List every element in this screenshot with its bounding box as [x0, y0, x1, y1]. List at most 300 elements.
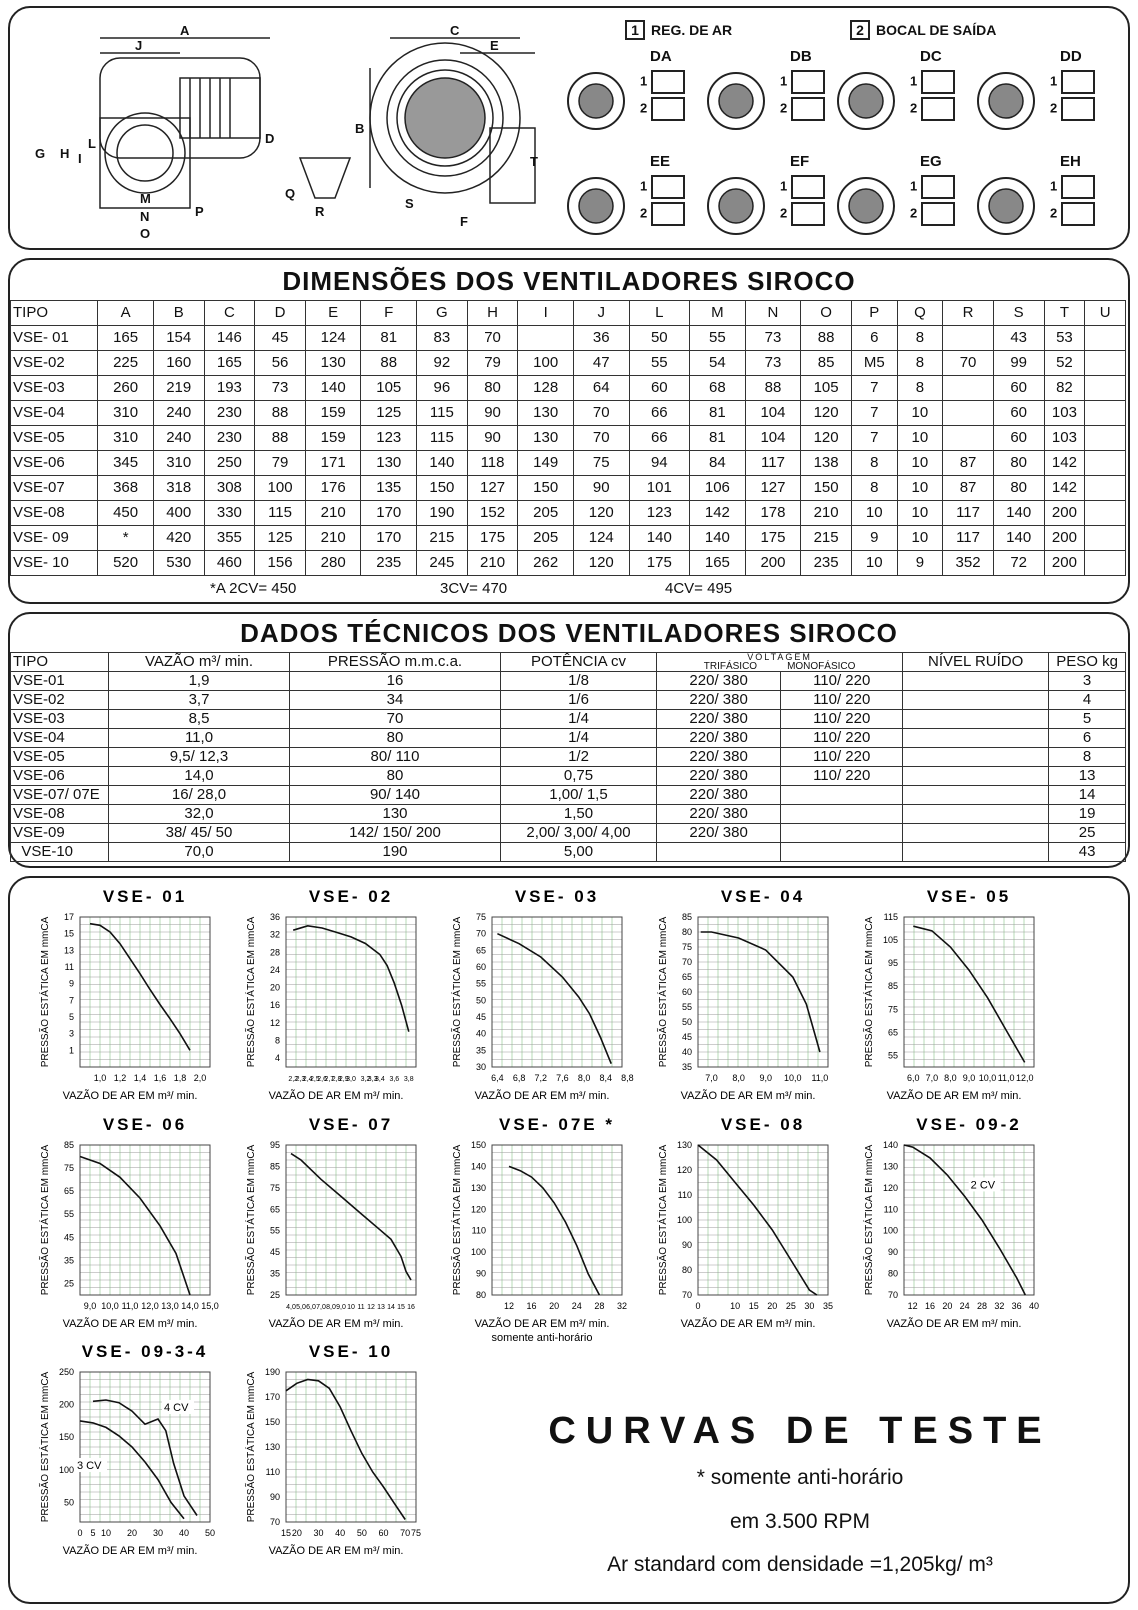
option-box-label: 1 [780, 73, 788, 89]
table-cell: 120 [573, 501, 629, 526]
curves-panel [8, 876, 1130, 1604]
y-axis-label: PRESSÃO ESTÁTICA EM mmCA [246, 916, 257, 1068]
table-cell: 210 [305, 526, 361, 551]
table-row [11, 805, 1126, 824]
option-checkbox-row[interactable] [640, 97, 685, 121]
y-tick-label: 70 [681, 957, 692, 967]
y-tick-label: 105 [882, 935, 898, 946]
col-header: N [745, 301, 801, 326]
x-tick-label: 0 [695, 1301, 701, 1311]
option-checkbox-row[interactable] [1050, 175, 1095, 199]
col-header: POTÊNCIA cv [501, 653, 657, 672]
table-cell: 90 [467, 426, 518, 451]
y-tick-label: 80 [681, 927, 692, 937]
table-cell: 220/ 380 [657, 824, 781, 843]
table-cell: 8 [897, 376, 943, 401]
table-cell: VSE-03 [11, 710, 109, 729]
dim-label: O [140, 226, 151, 241]
trifasico-label: TRIFÁSICO [703, 661, 758, 672]
x-tick-label: 11 [357, 1304, 365, 1311]
table-cell: 165 [98, 326, 154, 351]
table-cell: 110/ 220 [781, 748, 903, 767]
col-header: A [98, 301, 154, 326]
diagram-panel [8, 6, 1130, 250]
table-cell: 110/ 220 [781, 710, 903, 729]
table-cell: 115 [255, 501, 306, 526]
table-cell: 310 [98, 426, 154, 451]
table-cell [943, 376, 994, 401]
table-row [11, 476, 1126, 501]
y-tick-label: 12 [269, 1017, 280, 1028]
col-header: TIPO [11, 301, 98, 326]
fan-orientation-icon [835, 175, 897, 237]
table-cell: 70,0 [109, 843, 290, 862]
option-checkbox-row[interactable] [780, 175, 825, 199]
table-cell: 94 [629, 451, 690, 476]
option-checkbox-row[interactable] [640, 70, 685, 94]
table-cell: 103 [1044, 426, 1085, 451]
table-cell: 175 [629, 551, 690, 576]
y-axis-label: PRESSÃO ESTÁTICA EM mmCA [864, 916, 875, 1068]
table-cell: 170 [361, 501, 417, 526]
option-checkbox-row[interactable] [1050, 70, 1095, 94]
dimensions-table [10, 300, 1126, 576]
performance-chart [226, 882, 436, 1122]
option-checkbox-row[interactable] [910, 202, 955, 226]
option-checkbox[interactable] [651, 202, 685, 226]
x-tick-label: 5 [90, 1528, 96, 1538]
x-tick-label: 2,4 [302, 1076, 313, 1083]
y-tick-label: 16 [269, 1000, 280, 1011]
x-tick-label: 13,0 [161, 1301, 179, 1311]
option-box-label: 1 [640, 73, 648, 89]
x-tick-label: 40 [178, 1528, 190, 1538]
y-tick-label: 36 [269, 912, 280, 922]
option-box-label: 2 [910, 205, 918, 221]
x-tick-label: 12 [503, 1301, 514, 1311]
table-cell: 25 [1049, 824, 1126, 843]
performance-chart [20, 1337, 230, 1577]
y-tick-label: 1 [68, 1045, 74, 1056]
x-tick-label: 30 [313, 1528, 324, 1538]
table-cell: 140 [629, 526, 690, 551]
table-cell: 230 [204, 426, 255, 451]
option-box-label: 1 [640, 178, 648, 194]
chart-title: VSE- 07E * [499, 1115, 615, 1134]
table-cell [903, 767, 1049, 786]
table-cell [903, 691, 1049, 710]
y-tick-label: 110 [471, 1225, 486, 1236]
table-cell: 215 [801, 526, 852, 551]
y-tick-label: 90 [475, 1268, 486, 1279]
table-cell: 10 [897, 451, 943, 476]
y-tick-label: 30 [475, 1062, 486, 1072]
y-tick-label: 100 [470, 1247, 486, 1258]
dim-label: N [140, 209, 150, 224]
y-axis-label: PRESSÃO ESTÁTICA EM mmCA [658, 1144, 669, 1296]
y-tick-label: 65 [63, 1186, 74, 1197]
x-tick-label: 11,0 [997, 1073, 1015, 1083]
option-checkbox-row[interactable] [910, 70, 955, 94]
table-cell: * [98, 526, 154, 551]
table-cell: 88 [801, 326, 852, 351]
dim-label: C [450, 23, 460, 38]
x-tick-label: 8,4 [599, 1073, 613, 1083]
table-cell: VSE- 10 [11, 551, 98, 576]
table-cell [943, 426, 994, 451]
y-tick-label: 55 [475, 978, 486, 989]
table-cell [943, 401, 994, 426]
table-row [11, 351, 1126, 376]
table-cell: 219 [153, 376, 204, 401]
table-cell: 120 [573, 551, 629, 576]
table-cell: 230 [204, 401, 255, 426]
option-checkbox[interactable] [651, 70, 685, 94]
table-cell: VSE-04 [11, 401, 98, 426]
table-cell: 130 [361, 451, 417, 476]
y-tick-label: 200 [58, 1399, 74, 1410]
option-checkbox[interactable] [921, 70, 955, 94]
table-cell: 6 [1049, 729, 1126, 748]
table-cell: 235 [361, 551, 417, 576]
option-checkbox-row[interactable] [640, 202, 685, 226]
chart-title: VSE- 08 [720, 1115, 806, 1134]
table-cell: 8 [851, 451, 897, 476]
table-cell: 83 [417, 326, 468, 351]
y-axis-label: PRESSÃO ESTÁTICA EM mmCA [40, 916, 51, 1068]
table-cell: 117 [943, 501, 994, 526]
y-tick-label: 17 [63, 912, 74, 922]
table-cell: 115 [417, 401, 468, 426]
y-tick-label: 85 [681, 912, 692, 922]
table-cell [781, 786, 903, 805]
table-cell: 54 [690, 351, 746, 376]
table-cell: 96 [417, 376, 468, 401]
table-cell: 193 [204, 376, 255, 401]
option-box-label: 2 [780, 100, 788, 116]
table-cell: 100 [518, 351, 574, 376]
x-axis-label: VAZÃO DE AR EM m³/ min. [62, 1545, 198, 1557]
table-cell: 140 [993, 501, 1044, 526]
y-tick-label: 130 [882, 1161, 898, 1172]
table-cell: 10 [851, 501, 897, 526]
table-cell: 11,0 [109, 729, 290, 748]
x-tick-label: 16 [924, 1301, 936, 1311]
y-tick-label: 40 [475, 1028, 486, 1039]
option-box-label: 2 [780, 205, 788, 221]
table-cell: 1/6 [501, 691, 657, 710]
y-tick-label: 90 [887, 1247, 898, 1258]
x-axis-label: VAZÃO DE AR EM m³/ min. [474, 1318, 610, 1330]
table-cell: 200 [1044, 501, 1085, 526]
table-cell: 159 [305, 426, 361, 451]
table-cell: 99 [993, 351, 1044, 376]
table-cell: 8 [851, 476, 897, 501]
x-tick-label: 11,0 [121, 1301, 139, 1311]
y-tick-label: 100 [882, 1225, 898, 1236]
table-cell: 45 [255, 326, 306, 351]
table-cell: 220/ 380 [657, 805, 781, 824]
y-tick-label: 20 [269, 982, 280, 993]
y-tick-label: 150 [58, 1432, 74, 1443]
table-cell [1085, 526, 1126, 551]
table-cell: 10 [897, 426, 943, 451]
table-cell [903, 805, 1049, 824]
table-cell: 400 [153, 501, 204, 526]
x-tick-label: 1,0 [93, 1073, 107, 1083]
table-cell: 70 [943, 351, 994, 376]
dim-label: T [530, 154, 538, 169]
y-tick-label: 28 [269, 947, 280, 958]
table-cell: 245 [417, 551, 468, 576]
table-cell: 80 [993, 476, 1044, 501]
x-tick-label: 3,6 [389, 1076, 400, 1083]
table-cell: 130 [518, 426, 574, 451]
x-tick-label: 6,4 [491, 1073, 504, 1083]
table-cell: VSE- 09 [11, 526, 98, 551]
table-row [11, 501, 1126, 526]
table-cell: 104 [745, 426, 801, 451]
table-row [11, 691, 1126, 710]
x-tick-label: 32 [994, 1301, 1005, 1311]
y-axis-label: PRESSÃO ESTÁTICA EM mmCA [452, 916, 463, 1068]
table-cell: 80 [467, 376, 518, 401]
table-cell: 72 [993, 551, 1044, 576]
performance-chart [638, 1110, 848, 1350]
option-code: DA [650, 48, 672, 65]
col-header: F [361, 301, 417, 326]
table-cell: 84 [690, 451, 746, 476]
table-cell: 80/ 110 [290, 748, 501, 767]
option-checkbox[interactable] [651, 175, 685, 199]
table-cell: 159 [305, 401, 361, 426]
y-tick-label: 15 [63, 928, 74, 939]
x-tick-label: 25 [785, 1301, 796, 1311]
curves-title: CURVAS DE TESTE [548, 1410, 1052, 1452]
y-tick-label: 120 [882, 1182, 898, 1193]
table-cell: 117 [745, 451, 801, 476]
dim-label: I [78, 151, 82, 166]
table-row [11, 786, 1126, 805]
y-tick-label: 50 [681, 1017, 692, 1027]
option-checkbox[interactable] [1061, 202, 1095, 226]
y-tick-label: 65 [887, 1027, 898, 1038]
x-axis-label: VAZÃO DE AR EM m³/ min. [680, 1318, 816, 1330]
table-cell: 1/8 [501, 672, 657, 691]
x-tick-label: 6,8 [512, 1073, 526, 1083]
x-tick-label: 20 [767, 1301, 778, 1311]
table-cell: 56 [255, 351, 306, 376]
dim-label: S [405, 196, 414, 211]
option-checkbox[interactable] [791, 175, 825, 199]
y-tick-label: 110 [677, 1190, 692, 1200]
table-cell: 142 [1044, 451, 1085, 476]
option-checkbox[interactable] [791, 97, 825, 121]
table-cell: 34 [290, 691, 501, 710]
y-axis-label: PRESSÃO ESTÁTICA EM mmCA [40, 1371, 51, 1523]
table-cell [1085, 551, 1126, 576]
dim-label: E [490, 38, 499, 53]
option-checkbox-row[interactable] [640, 175, 685, 199]
option-checkbox[interactable] [651, 97, 685, 121]
table-cell: 127 [745, 476, 801, 501]
table-cell: 210 [801, 501, 852, 526]
table-cell: 105 [361, 376, 417, 401]
table-cell: 70 [573, 401, 629, 426]
table-cell: 16/ 28,0 [109, 786, 290, 805]
x-tick-label: 12,0 [141, 1301, 159, 1311]
table-cell: 220/ 380 [657, 748, 781, 767]
y-tick-label: 35 [681, 1062, 692, 1072]
table-cell [1085, 426, 1126, 451]
option-checkbox[interactable] [1061, 97, 1095, 121]
table-cell: 130 [290, 805, 501, 824]
option-box-label: 2 [1050, 205, 1058, 221]
dim-label: H [60, 146, 70, 161]
table-cell: 205 [518, 526, 574, 551]
option-checkbox[interactable] [921, 175, 955, 199]
table-cell: VSE-02 [11, 691, 109, 710]
y-tick-label: 65 [269, 1204, 280, 1215]
option-checkbox[interactable] [921, 97, 955, 121]
table-cell: 235 [801, 551, 852, 576]
table-cell [903, 672, 1049, 691]
option-checkbox-row[interactable] [910, 97, 955, 121]
x-tick-label: 9,0 [962, 1073, 976, 1083]
y-tick-label: 150 [470, 1140, 486, 1150]
table-cell: 520 [98, 551, 154, 576]
option-checkbox-row[interactable] [780, 70, 825, 94]
table-cell [781, 805, 903, 824]
table-cell: 1,00/ 1,5 [501, 786, 657, 805]
table-cell: 10 [897, 501, 943, 526]
x-tick-label: 12,0 [1015, 1073, 1034, 1083]
performance-chart [432, 882, 642, 1122]
chart-title: VSE- 04 [720, 887, 806, 906]
x-tick-label: 3,8 [403, 1076, 414, 1083]
y-tick-label: 60 [475, 962, 486, 972]
table-cell: 250 [204, 451, 255, 476]
table-cell: VSE-07/ 07E [11, 786, 109, 805]
x-tick-label: 8,0 [577, 1073, 591, 1083]
option-checkbox-row[interactable] [780, 97, 825, 121]
option-checkbox[interactable] [791, 202, 825, 226]
y-tick-label: 35 [63, 1255, 74, 1266]
col-header: M [690, 301, 746, 326]
dim-label: A [180, 23, 190, 38]
table-cell [903, 843, 1049, 862]
x-tick-label: 60 [378, 1528, 389, 1538]
table-cell: 104 [745, 401, 801, 426]
x-tick-label: 75 [410, 1528, 422, 1538]
table-row [11, 767, 1126, 786]
table-cell: 165 [204, 351, 255, 376]
fan-orientation-icon [565, 175, 627, 237]
x-tick-label: 12 [907, 1301, 918, 1311]
chart-title: VSE- 09-3-4 [81, 1342, 209, 1361]
table-cell: 90 [573, 476, 629, 501]
dimensions-header-row [11, 301, 1126, 326]
series-line [509, 1166, 599, 1295]
table-cell: 5,00 [501, 843, 657, 862]
series-line [93, 1400, 197, 1516]
chart-title: VSE- 03 [514, 887, 600, 906]
table-cell: 4 [1049, 691, 1126, 710]
table-cell: M5 [851, 351, 897, 376]
table-row [11, 710, 1126, 729]
y-tick-label: 24 [269, 964, 280, 975]
technical-table [10, 652, 1126, 862]
x-tick-label: 35 [822, 1301, 834, 1311]
table-cell: 55 [690, 326, 746, 351]
y-tick-label: 85 [887, 981, 898, 992]
option-checkbox[interactable] [1061, 175, 1095, 199]
option-code: DB [790, 48, 812, 65]
table-cell: 14,0 [109, 767, 290, 786]
x-tick-label: 40 [335, 1528, 346, 1538]
table-cell: 175 [467, 526, 518, 551]
x-tick-label: 20 [126, 1528, 138, 1538]
fan-orientation-icon [975, 175, 1037, 237]
y-tick-label: 60 [681, 987, 692, 997]
option-checkbox-row[interactable] [910, 175, 955, 199]
option-checkbox[interactable] [921, 202, 955, 226]
option-box-label: 2 [1050, 100, 1058, 116]
dim-label: P [195, 204, 204, 219]
table-cell: 118 [467, 451, 518, 476]
table-cell: 138 [801, 451, 852, 476]
table-cell: 60 [993, 376, 1044, 401]
x-tick-label: 16 [526, 1301, 537, 1311]
y-tick-label: 80 [681, 1265, 692, 1275]
table-cell: 220/ 380 [657, 729, 781, 748]
table-row [11, 326, 1126, 351]
x-tick-label: 15 [397, 1304, 405, 1311]
y-axis-label: PRESSÃO ESTÁTICA EM mmCA [246, 1144, 257, 1296]
x-tick-label: 2,8 [331, 1076, 342, 1083]
table-cell: 210 [467, 551, 518, 576]
table-cell: VSE-06 [11, 767, 109, 786]
x-tick-label: 20 [942, 1301, 953, 1311]
option-checkbox-row[interactable] [1050, 97, 1095, 121]
table-cell [1085, 326, 1126, 351]
table-cell: 90/ 140 [290, 786, 501, 805]
dimensions-panel [8, 258, 1130, 604]
table-cell: VSE-01 [11, 672, 109, 691]
option-checkbox[interactable] [1061, 70, 1095, 94]
x-tick-label: 11,0 [811, 1073, 829, 1083]
dim-label: G [35, 146, 46, 161]
table-cell: 210 [305, 501, 361, 526]
x-tick-label: 12 [367, 1304, 375, 1311]
table-cell: 53 [1044, 326, 1085, 351]
dim-note: 3CV= 470 [440, 580, 508, 597]
dim-note: 4CV= 495 [665, 580, 733, 597]
table-cell: 73 [745, 326, 801, 351]
x-tick-label: 2,6 [317, 1076, 327, 1083]
table-cell: 123 [629, 501, 690, 526]
x-axis-label: VAZÃO DE AR EM m³/ min. [474, 1090, 610, 1102]
table-cell: VSE-08 [11, 501, 98, 526]
table-cell: 52 [1044, 351, 1085, 376]
option-checkbox[interactable] [791, 70, 825, 94]
y-tick-label: 70 [887, 1290, 898, 1300]
option-checkbox-row[interactable] [1050, 202, 1095, 226]
dim-label: M [140, 191, 151, 206]
y-tick-label: 80 [887, 1268, 898, 1279]
option-checkbox-row[interactable] [780, 202, 825, 226]
table-cell: 154 [153, 326, 204, 351]
